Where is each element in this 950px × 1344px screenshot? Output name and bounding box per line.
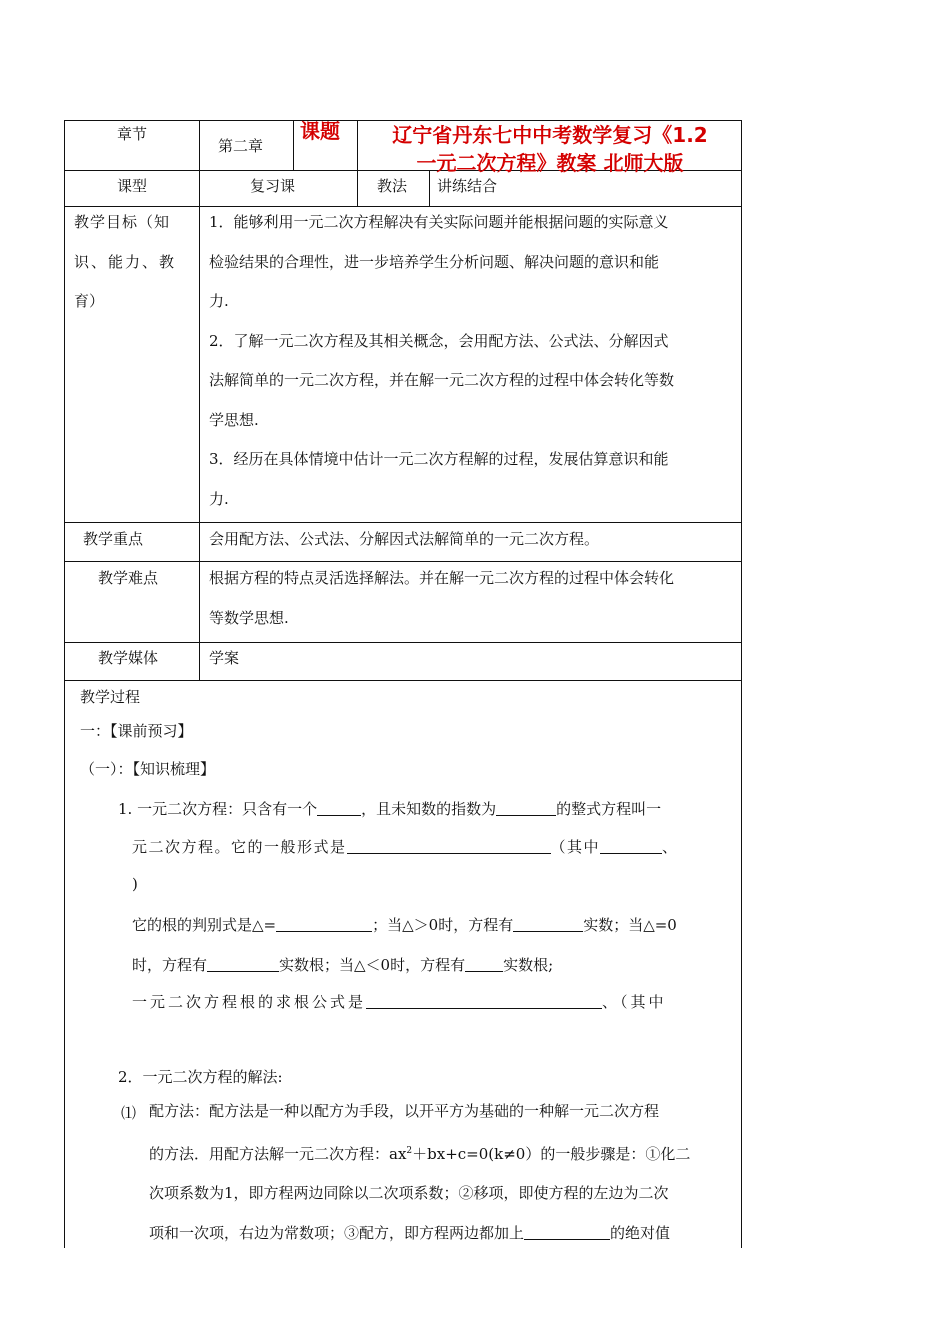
superscript: 2 xyxy=(406,1145,413,1156)
row-divider xyxy=(64,522,742,523)
item2-line xyxy=(149,1214,737,1254)
item1-line-d xyxy=(132,913,736,935)
item2-line: 次项系数为1，即方程两边同除以二次项系数；②移项，即使方程的左边为二次 xyxy=(149,1184,669,1202)
goals-line: 检验结果的合理性，进一步培养学生分析问题、解决问题的意识和能 xyxy=(209,252,660,271)
text: 、（其中 xyxy=(602,993,667,1011)
text: 一元二次方程根的求根公式是 xyxy=(132,993,367,1011)
text: 项和一次项，右边为常数项；③配方，即方程两边都加上 xyxy=(149,1223,525,1242)
text: 的整式方程叫一 xyxy=(556,800,662,818)
goals-label-line1: 教学目标（知 xyxy=(74,213,171,231)
fill-blank xyxy=(600,835,662,854)
text: 、 xyxy=(662,838,679,856)
fill-blank xyxy=(513,913,583,932)
fill-blank xyxy=(524,1221,610,1240)
chapter-value: 第二章 xyxy=(218,137,264,155)
text: ；当△＞0时，方程有 xyxy=(372,916,514,934)
item2-line: 配方法：配方法是一种以配方为手段，以开平方为基础的一种解一元二次方程 xyxy=(149,1102,660,1120)
topic-label: 课题 xyxy=(300,119,340,143)
text: 的绝对值 xyxy=(610,1223,671,1242)
teaching-method-value: 讲练结合 xyxy=(437,177,498,195)
column-divider xyxy=(199,120,200,680)
goals-line: 力. xyxy=(209,292,229,310)
lesson-type-label: 课型 xyxy=(117,177,148,195)
topic-title-line1: 辽宁省丹东七中中考数学复习《1.2 xyxy=(392,123,708,147)
lesson-type-value: 复习课 xyxy=(250,177,296,195)
goals-label-line2: 识、能力、教 xyxy=(74,252,177,271)
teaching-method-label: 教法 xyxy=(377,177,408,195)
goals-line: 3．经历在具体情境中估计一元二次方程解的过程，发展估算意识和能 xyxy=(209,450,669,468)
fill-blank xyxy=(366,990,602,1009)
text: ＋bx+c=0(k≠0）的一般步骤是：①化二 xyxy=(412,1144,691,1163)
chapter-label: 章节 xyxy=(117,125,148,143)
fill-blank xyxy=(496,797,556,816)
item1-line-f xyxy=(132,990,736,1012)
goals-line: 1．能够利用一元二次方程解决有关实际问题并能根据问题的实际意义 xyxy=(209,213,669,231)
key-points-label: 教学重点 xyxy=(83,530,144,548)
text: 1. 一元二次方程：只含有一个 xyxy=(118,800,318,818)
difficulties-line2: 等数学思想. xyxy=(209,608,289,627)
text: 实数根; xyxy=(503,956,554,974)
topic-title xyxy=(358,121,742,177)
goals-line: 法解简单的一元二次方程，并在解一元二次方程的过程中体会转化等数 xyxy=(209,371,675,389)
goals-content xyxy=(209,203,735,519)
item1-line-c: ) xyxy=(132,875,138,893)
key-points-value: 会用配方法、公式法、分解因式法解简单的一元二次方程。 xyxy=(209,530,600,548)
item1-line-a xyxy=(118,797,738,819)
item2-marker: ⑴ xyxy=(121,1104,137,1122)
goals-line: 2．了解一元二次方程及其相关概念，会用配方法、公式法、分解因式 xyxy=(209,331,669,350)
text: 的方法．用配方法解一元二次方程：ax xyxy=(149,1144,407,1163)
text: 实数根；当△＜0时，方程有 xyxy=(279,956,466,974)
goals-label-line3: 育） xyxy=(74,292,105,310)
difficulties-content xyxy=(209,559,735,638)
fill-blank xyxy=(347,835,551,854)
table-border-left xyxy=(64,120,65,1248)
item1-line-b xyxy=(132,835,736,857)
fill-blank xyxy=(317,797,361,816)
fill-blank xyxy=(465,953,503,972)
section-pre-study: 一：【课前预习】 xyxy=(80,722,193,740)
row-divider xyxy=(64,642,742,643)
goals-label xyxy=(74,203,196,322)
text: ，且未知数的指数为 xyxy=(361,800,497,818)
difficulties-label: 教学难点 xyxy=(98,569,159,587)
text: 它的根的判别式是△= xyxy=(132,916,277,934)
goals-line: 力. xyxy=(209,489,229,508)
media-label: 教学媒体 xyxy=(98,649,159,667)
table-border-right xyxy=(741,120,742,1248)
fill-blank xyxy=(207,953,279,972)
item1-line-e xyxy=(132,953,736,975)
text: 元二次方程。它的一般形式是 xyxy=(132,838,347,856)
difficulties-line1: 根据方程的特点灵活选择解法。并在解一元二次方程的过程中体会转化 xyxy=(209,569,675,587)
media-value: 学案 xyxy=(209,649,240,667)
row-divider xyxy=(64,680,742,681)
text: 时，方程有 xyxy=(132,956,208,974)
column-divider xyxy=(293,120,294,170)
item2-title: 2．一元二次方程的解法: xyxy=(118,1068,283,1086)
text: 实数；当△=0 xyxy=(583,916,677,934)
item2-line xyxy=(149,1132,737,1175)
subsection-knowledge: （一）：【知识梳理】 xyxy=(80,760,216,778)
goals-line: 学思想. xyxy=(209,410,259,429)
topic-title-line2: 一元二次方程》教案 北师大版 xyxy=(416,151,684,175)
item2-content xyxy=(149,1092,737,1253)
process-heading: 教学过程 xyxy=(80,688,141,706)
fill-blank xyxy=(276,913,372,932)
text: （其中 xyxy=(550,838,601,856)
